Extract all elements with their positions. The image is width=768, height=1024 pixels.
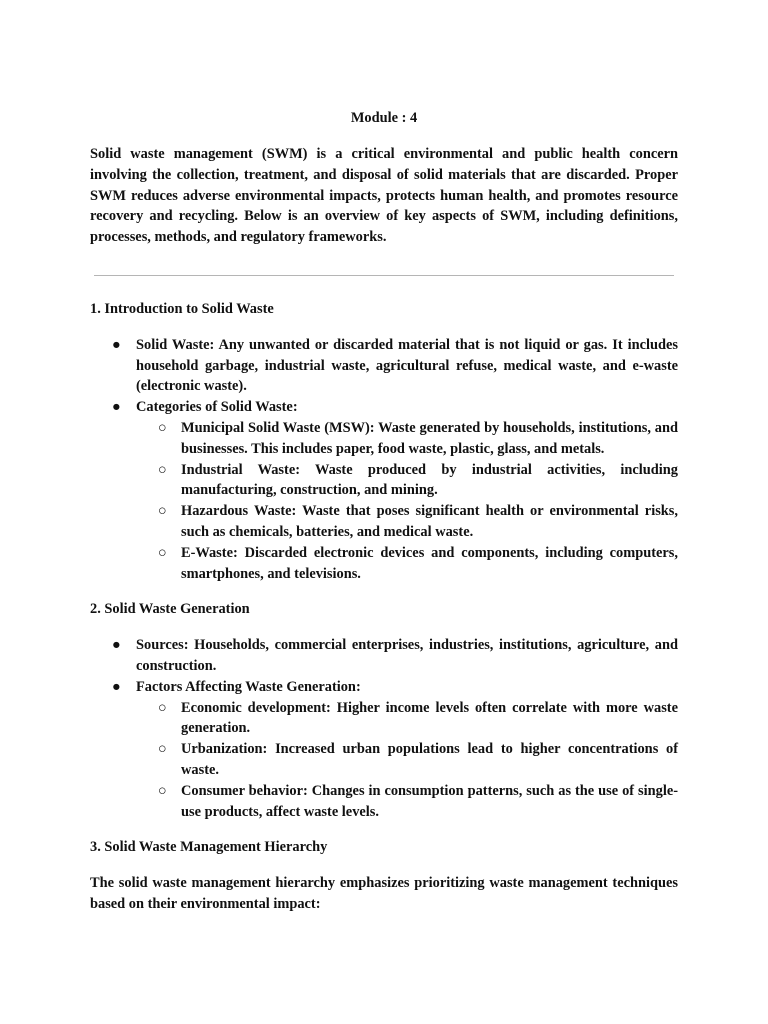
horizontal-divider [94, 275, 674, 276]
sublist-item [136, 781, 678, 823]
section2-list [90, 635, 678, 822]
section-heading-introduction: 1. Introduction to Solid Waste [90, 300, 274, 317]
hollow-bullet-icon: ○ [158, 419, 167, 436]
list-item-text: Categories of Solid Waste: [136, 399, 298, 416]
section-heading-generation: 2. Solid Waste Generation [90, 601, 250, 618]
hollow-bullet-icon: ○ [158, 503, 167, 520]
sublist-item-text: Consumer behavior: Changes in consumption patterns, such as the use of single-use products, affect waste levels. [181, 782, 678, 820]
sublist-item [136, 501, 678, 543]
sublist-item [136, 698, 678, 740]
hollow-bullet-icon: ○ [158, 461, 167, 478]
list-item [90, 635, 678, 677]
list-item [90, 397, 678, 584]
bullet-icon: ● [112, 336, 121, 353]
list-item-text: Sources: Households, commercial enterprises, industries, institutions, agriculture, and construction. [136, 637, 678, 674]
sublist-item [136, 460, 678, 502]
sublist-item [136, 543, 678, 585]
list-item [90, 335, 678, 397]
hollow-bullet-icon: ○ [158, 699, 167, 716]
hollow-bullet-icon: ○ [158, 741, 167, 758]
sublist-generation-factors [136, 698, 678, 823]
list-item-text: Factors Affecting Waste Generation: [136, 678, 361, 695]
bullet-icon: ● [112, 637, 121, 654]
sublist-item-text: Economic development: Higher income levels often correlate with more waste generation. [181, 699, 678, 737]
sublist-item-text: Industrial Waste: Waste produced by industrial activities, including manufacturing, construction, and mining. [181, 461, 678, 499]
list-item-text: Solid Waste: Any unwanted or discarded material that is not liquid or gas. It includes household garbage, industrial waste, agricultural refuse, medical waste, and e-waste (electronic waste). [136, 336, 678, 395]
bullet-icon: ● [112, 678, 121, 695]
sublist-item-text: Urbanization: Increased urban populations lead to higher concentrations of waste. [181, 741, 678, 778]
sublist-item [136, 418, 678, 460]
list-item [90, 677, 678, 823]
sublist-item-text: Municipal Solid Waste (MSW): Waste generated by households, institutions, and businesses. This includes paper, food waste, plastic, glass, and metals. [181, 419, 678, 457]
sublist-item [136, 739, 678, 781]
hollow-bullet-icon: ○ [158, 782, 167, 799]
section1-list [90, 335, 678, 585]
sublist-waste-categories [136, 418, 678, 584]
section-heading-hierarchy: 3. Solid Waste Management Hierarchy [90, 839, 328, 856]
intro-paragraph: Solid waste management (SWM) is a critical environmental and public health concern involving the collection, treatment, and disposal of solid materials that are discarded. Proper SWM reduces adverse environmental impacts, protects human health, and promotes resource recovery and recycling. Below is an overview of key aspects of SWM, including definitions, processes, methods, and regulatory frameworks. [90, 146, 678, 246]
page-title: Module : 4 [350, 110, 418, 126]
bullet-icon: ● [112, 399, 121, 416]
document-content [90, 108, 678, 915]
hollow-bullet-icon: ○ [158, 544, 167, 561]
sublist-item-text: Hazardous Waste: Waste that poses significant health or environmental risks, such as chemicals, batteries, and medical waste. [181, 503, 678, 540]
sublist-item-text: E-Waste: Discarded electronic devices and components, including computers, smartphones, and televisions. [181, 544, 678, 582]
hierarchy-paragraph: The solid waste management hierarchy emphasizes prioritizing waste management techniques based on their environmental impact: [90, 875, 678, 912]
